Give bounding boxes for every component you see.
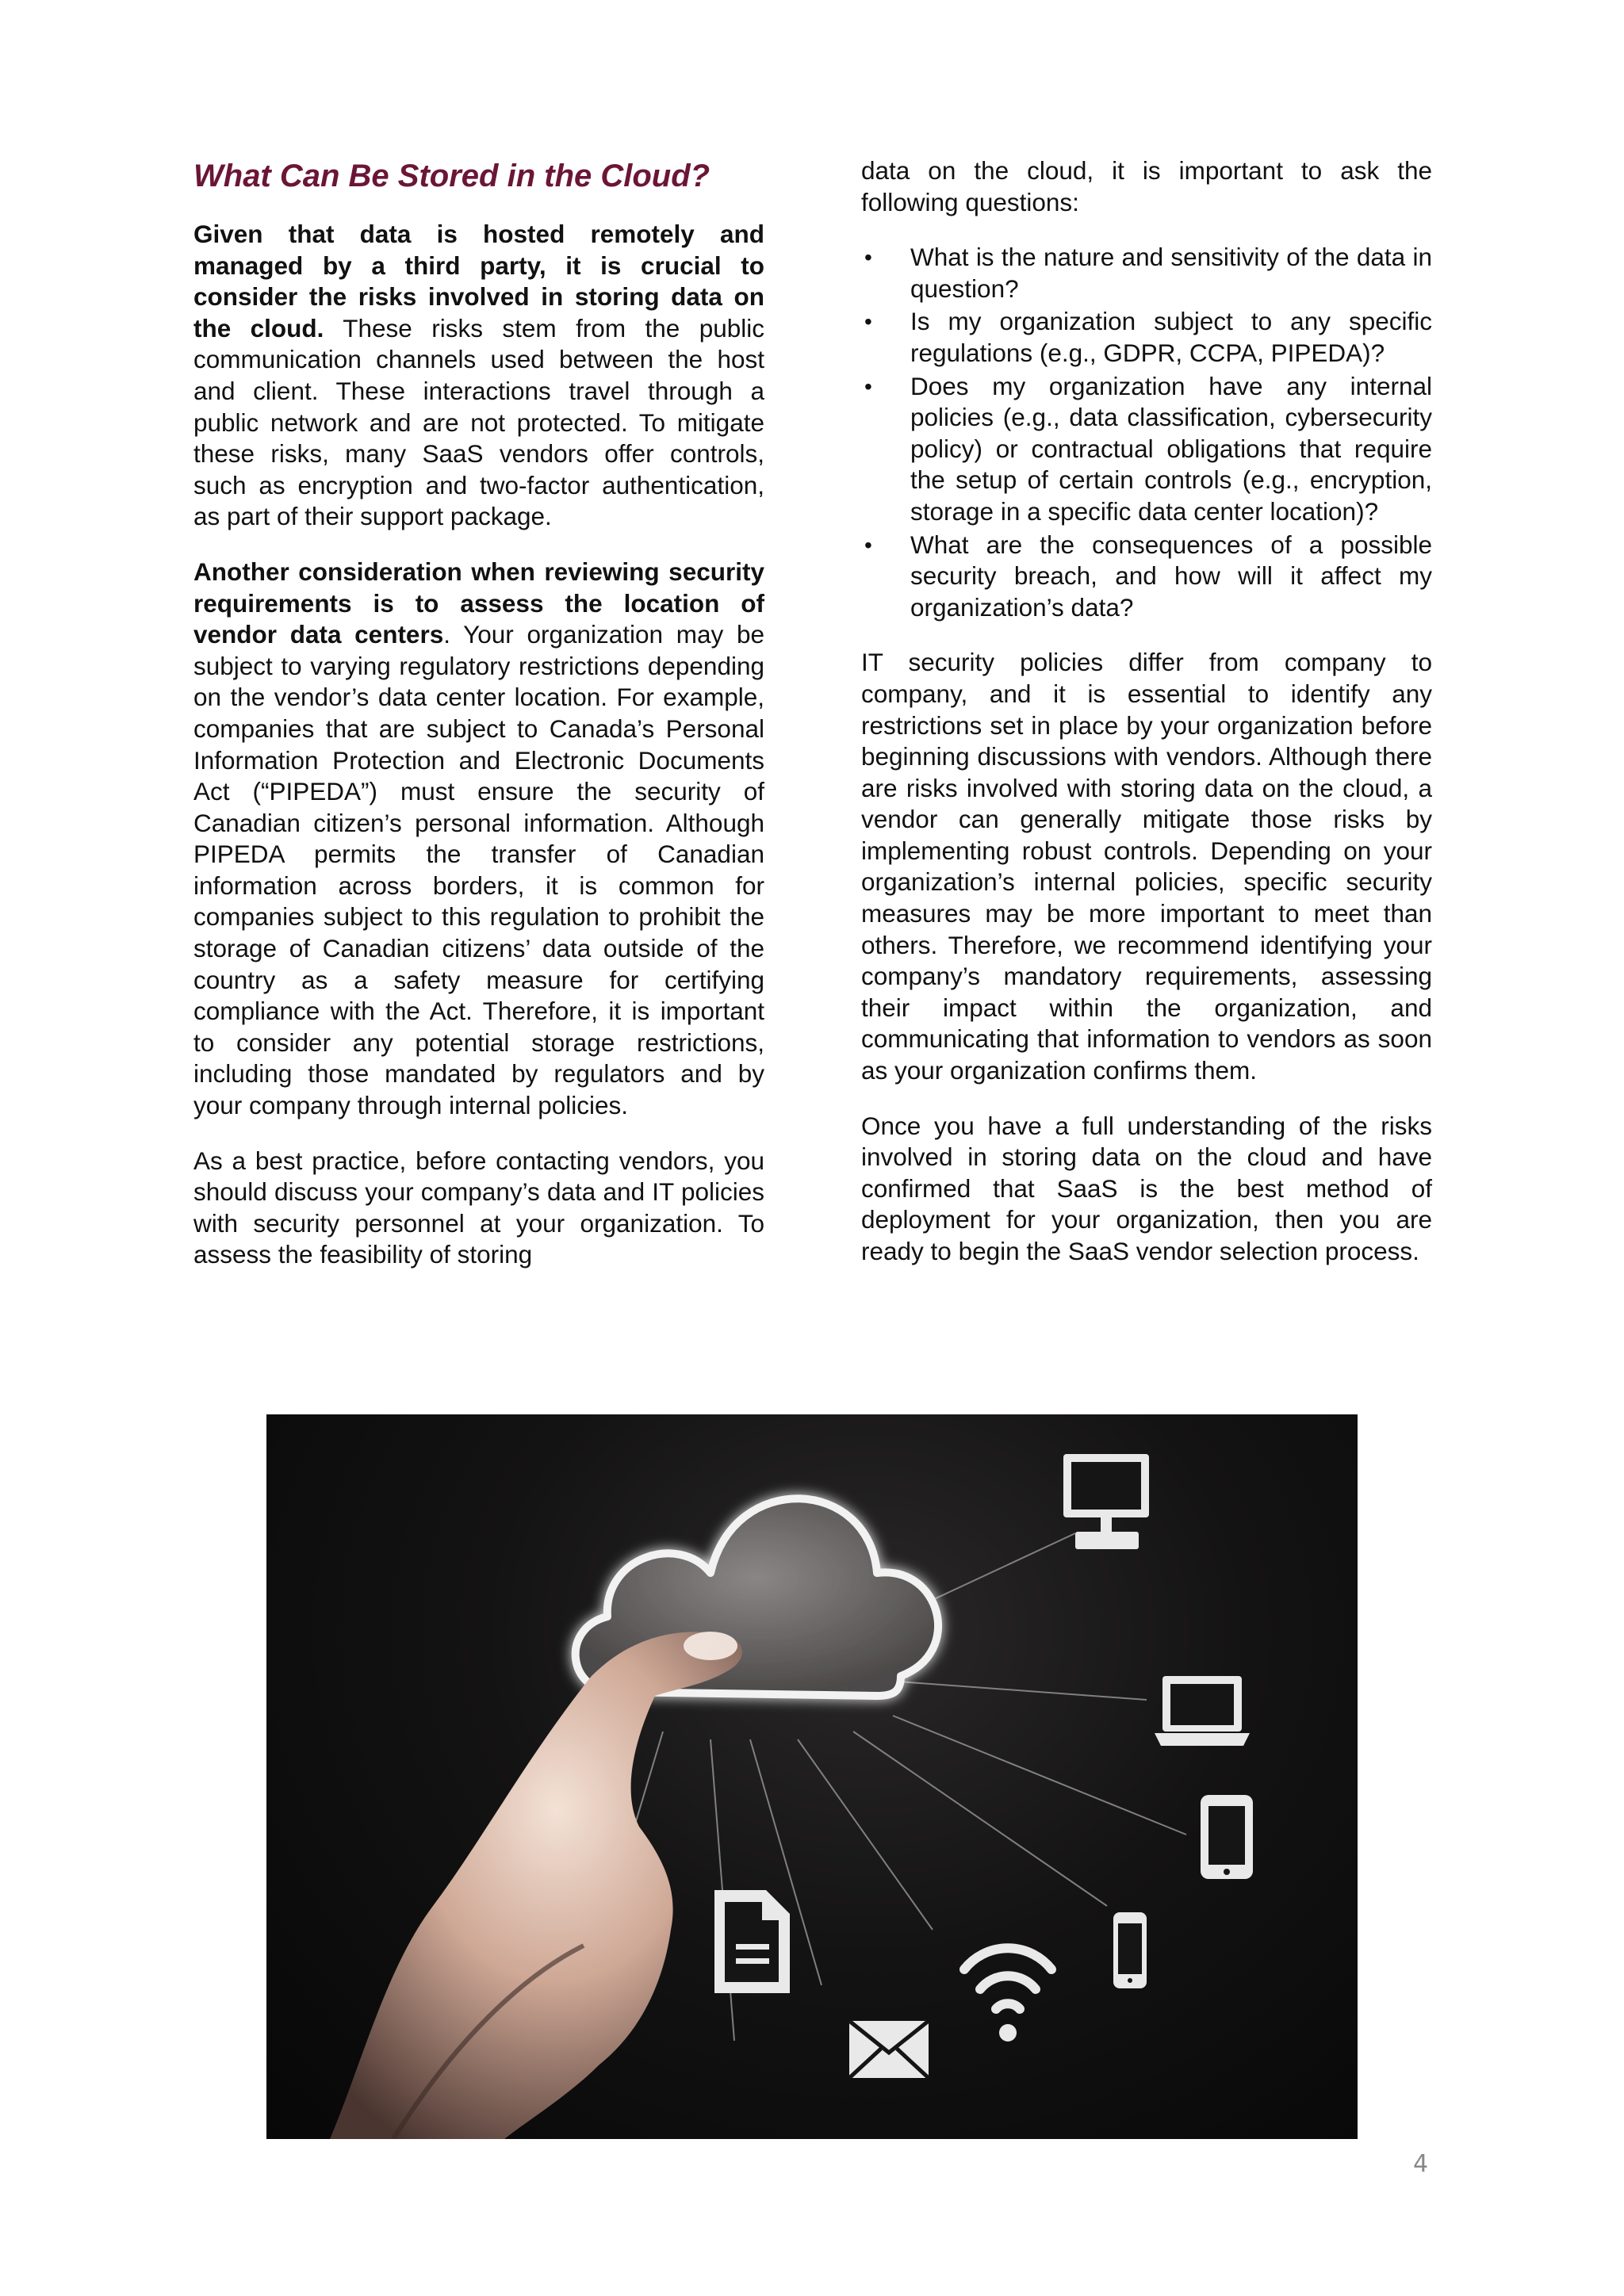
questions-list (861, 242, 1432, 623)
paragraph-policies: IT security policies differ from company to company, and it is essential to identify any restrictions set in place by your organization before beginning discussions with vendors. Although there are risks involved with storing data on the cloud, a vendor can generally mitigate those risks by implementing robust controls. Depending on your organization’s internal policies, specific security measures may be more important to meet than others. Therefore, we recommend identifying your company’s mandatory requirements, assessing their impact within the organization, and communicating that information to vendors as soon as your organization confirms them. (861, 648, 1432, 1085)
laptop-icon (1155, 1676, 1250, 1746)
list-item: • What are the consequences of a possible security breach, and how will it affect my organization’s data? (864, 530, 1432, 622)
document-icon (714, 1890, 790, 1993)
tablet-icon (1201, 1795, 1253, 1879)
right-column (861, 155, 1432, 1292)
list-item: • Does my organization have any internal policies (e.g., data classification, cybersecurity policy) or contractual obligations that require the setup of certain controls (e.g., encryption, storage in a specific data center location)? (864, 371, 1432, 526)
paragraph-risks-body: These risks stem from the public communication channels used between the host and client. These interactions travel through a public network and are not protected. To mitigate these risks, many SaaS vendors offer controls, such as encryption and two-factor authentication, as part of their support package. (193, 313, 764, 531)
questions-intro: data on the cloud, it is important to ask the following questions: (861, 156, 1432, 216)
mail-icon (849, 2021, 929, 2078)
bullet-icon: • (864, 373, 872, 399)
wifi-icon (964, 1948, 1051, 2009)
cloud-computing-photo (266, 1414, 1358, 2139)
phone-icon (1113, 1912, 1147, 1988)
paragraph-risks (193, 219, 764, 533)
left-column (193, 151, 764, 1295)
list-item: • What is the nature and sensitivity of the data in question? (864, 243, 1432, 303)
paragraph-risks-lead: Given that data is hosted remotely and managed by a third party, it is crucial to consider the risks involved in storing data on the cloud. (193, 220, 764, 342)
paragraph-location (193, 557, 764, 1122)
paragraph-location-lead: Another consideration when reviewing security requirements is to assess the location of vendor data centers (193, 557, 764, 649)
page-number: 4 (1413, 2150, 1429, 2178)
paragraph-conclusion: Once you have a full understanding of the risks involved in storing data on the cloud and have confirmed that SaaS is the best method of deployment for your organization, then you are ready to begin the SaaS vendor selection process. (861, 1111, 1432, 1265)
bullet-icon: • (864, 309, 872, 335)
hand-image (330, 1632, 742, 2139)
bullet-icon: • (864, 245, 872, 270)
list-item: • Is my organization subject to any specific regulations (e.g., GDPR, CCPA, PIPEDA)? (864, 307, 1432, 367)
desktop-icon (1063, 1454, 1149, 1549)
paragraph-location-body: . Your organization may be subject to varying regulatory restrictions depending on the vendor’s data center location. For example, companies that are subject to Canada’s Personal Information Protection and Electronic Documents Act (“PIPEDA”) must ensure the security of Canadian citizen’s personal information. Although PIPEDA permits the transfer of Canadian information across borders, it is common for companies subject to this regulation to prohibit the storage of Canadian citizens’ data outside of the country as a safety measure for certifying compliance with the Act. Therefore, it is important to consider any potential storage restrictions, including those mandated by regulators and by your company through internal policies. (193, 620, 764, 1120)
section-heading: What Can Be Stored in the Cloud? (193, 159, 710, 193)
paragraph-best-practice: As a best practice, before contacting vendors, you should discuss your company’s data and IT policies with security personnel at your organization. To assess the feasibility of storing (193, 1146, 764, 1269)
bullet-icon: • (864, 532, 872, 557)
